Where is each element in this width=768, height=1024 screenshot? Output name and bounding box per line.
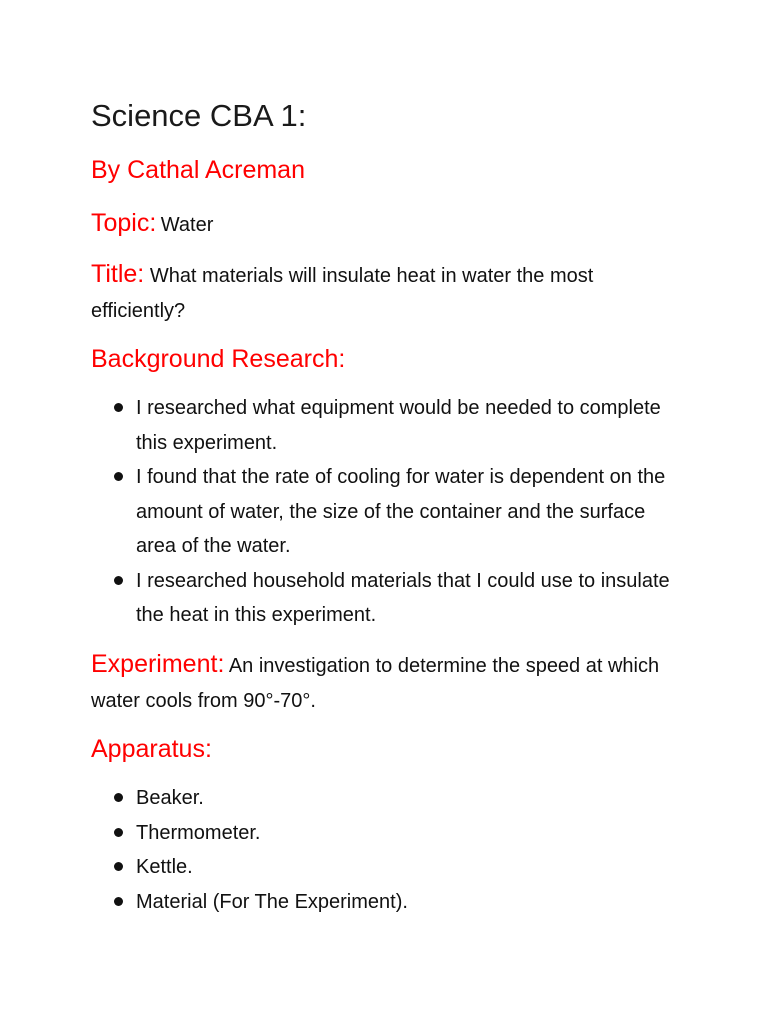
- list-item: [0, 885, 676, 920]
- list-item: [0, 781, 676, 816]
- background-research-heading: Background Research:: [91, 345, 346, 373]
- experiment-field: [91, 647, 671, 719]
- background-research-list: [0, 391, 768, 633]
- list-item: [0, 816, 676, 851]
- bullet-icon: [114, 793, 123, 802]
- bullet-icon: [114, 472, 123, 481]
- bullet-icon: [114, 828, 123, 837]
- experiment-label: Experiment:: [91, 650, 225, 678]
- list-item-text: Thermometer.: [136, 821, 261, 844]
- list-item-text: Material (For The Experiment).: [136, 890, 408, 913]
- title-field: [91, 257, 671, 329]
- list-item-text: Beaker.: [136, 787, 204, 809]
- list-item: [0, 850, 676, 885]
- topic-value: Water: [160, 214, 214, 236]
- bullet-icon: [114, 576, 123, 585]
- title-value: What materials will insulate heat in water the most efficiently?: [91, 265, 594, 322]
- list-item: [0, 460, 676, 564]
- list-item-text: Kettle.: [136, 856, 193, 878]
- list-item: [0, 564, 676, 633]
- bullet-icon: [114, 403, 123, 412]
- list-item-text: I found that the rate of cooling for water is dependent on the amount of water, the size of the container and the surface area of the water.: [136, 466, 666, 557]
- bullet-icon: [114, 862, 123, 871]
- list-item-text: I researched household materials that I could use to insulate the heat in this experiment.: [136, 569, 670, 626]
- apparatus-list: [0, 781, 768, 919]
- list-item-text: I researched what equipment would be needed to complete this experiment.: [136, 397, 661, 454]
- document-title: Science CBA 1:: [91, 98, 307, 133]
- apparatus-heading: Apparatus:: [91, 735, 212, 763]
- author-byline: By Cathal Acreman: [91, 156, 305, 184]
- topic-line: [91, 206, 213, 244]
- list-item: [0, 391, 676, 460]
- title-label: Title:: [91, 260, 145, 288]
- experiment-value: An investigation to determine the speed at which water cools from 90°-70°.: [91, 655, 660, 712]
- bullet-icon: [114, 897, 123, 906]
- topic-label: Topic:: [91, 209, 157, 237]
